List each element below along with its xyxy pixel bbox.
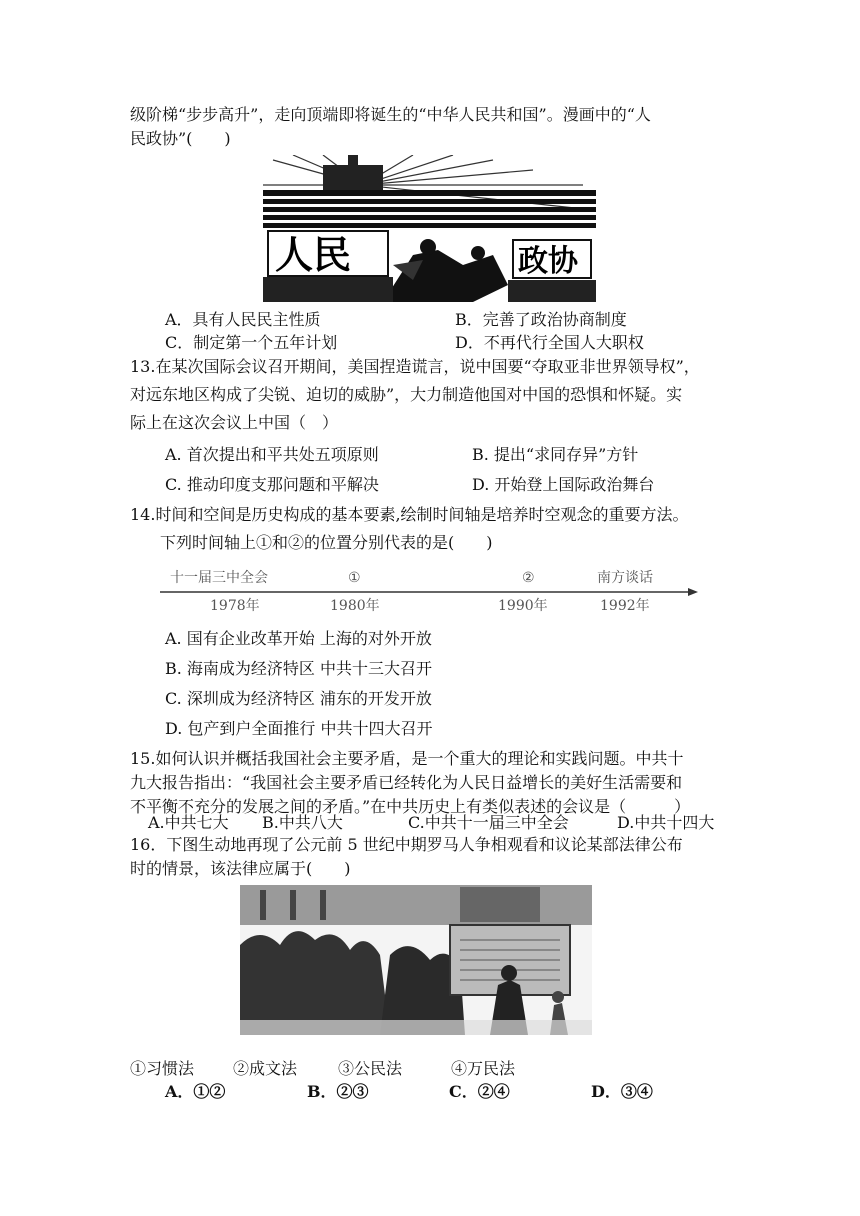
q14-option-c: C. 深圳成为经济特区 浦东的开发开放 (165, 689, 432, 708)
q16-item-4: ④万民法 (451, 1059, 516, 1078)
q15-option-a: A.中共七大 (148, 813, 229, 832)
q16-engraving (240, 885, 592, 1035)
q12-option-d: D．不再代行全国人大职权 (455, 333, 644, 352)
q12-option-b: B．完善了政治协商制度 (455, 310, 627, 329)
timeline-label-1978: 十一届三中全会 (170, 570, 268, 586)
q14-option-d: D. 包产到户全面推行 中共十四大召开 (165, 719, 433, 738)
q15-option-b: B.中共八大 (262, 813, 343, 832)
q12-option-a: A．具有人民民主性质 (165, 310, 321, 329)
q12-option-c: C．制定第一个五年计划 (165, 333, 338, 352)
q12-cartoon (263, 155, 596, 302)
q15-option-c: C.中共十一届三中全会 (408, 813, 569, 832)
q14-option-b: B. 海南成为经济特区 中共十三大召开 (165, 659, 433, 678)
cartoon-text-left: 人民 (275, 233, 352, 277)
q16-item-3: ③公民法 (338, 1059, 403, 1078)
q13-option-b: B. 提出“求同存异”方针 (472, 445, 639, 464)
q16-stem-line2: 时的情景，该法律应属于( ) (130, 859, 351, 878)
q13-option-a: A. 首次提出和平共处五项原则 (165, 445, 379, 464)
timeline-arrow (688, 588, 698, 596)
timeline-label-1992: 南方谈话 (597, 570, 653, 586)
timeline-year-1980: 1980年 (330, 598, 380, 614)
timeline-year-1978: 1978年 (210, 598, 260, 614)
q13-stem-line2: 对远东地区构成了尖锐、迫切的威胁”，大力制造他国对中国的恐惧和怀疑。实 (130, 385, 683, 404)
q13-option-c: C. 推动印度支那问题和平解决 (165, 475, 379, 494)
q15-option-d: D.中共十四大 (617, 813, 715, 832)
q14-timeline (160, 562, 700, 622)
q16-option-c: C．②④ (449, 1082, 510, 1101)
q13-stem-line1: 13.在某次国际会议召开期间，美国捏造谎言，说中国要“夺取亚非世界领导权”， (130, 357, 700, 376)
q15-stem-line1: 15.如何认识并概括我国社会主要矛盾，是一个重大的理论和实践问题。中共十 (130, 749, 684, 768)
timeline-year-1990: 1990年 (498, 598, 548, 614)
q12-stem-line2: 民政协”( ) (130, 129, 231, 148)
q16-item-1: ①习惯法 (130, 1059, 195, 1078)
q16-option-b: B．②③ (307, 1082, 369, 1101)
q12-stem-line1: 级阶梯“步步高升”，走向顶端即将诞生的“中华人民共和国”。漫画中的“人 (130, 105, 651, 124)
q16-option-a: A．①② (165, 1082, 226, 1101)
q15-stem-line2: 九大报告指出：“我国社会主要矛盾已经转化为人民日益增长的美好生活需要和 (130, 773, 683, 792)
q13-stem-line3: 际上在这次会议上中国（ ） (130, 413, 339, 432)
q16-item-2: ②成文法 (233, 1059, 298, 1078)
q16-stem-line1: 16．下图生动地再现了公元前 5 世纪中期罗马人争相观看和议论某部法律公布 (130, 835, 683, 854)
timeline-year-1992: 1992年 (600, 598, 650, 614)
q14-stem-line1: 14.时间和空间是历史构成的基本要素,绘制时间轴是培养时空观念的重要方法。 (130, 505, 689, 524)
q16-option-d: D．③④ (591, 1082, 653, 1101)
timeline-mark-2: ② (522, 570, 535, 586)
q14-stem-line2: 下列时间轴上①和②的位置分别代表的是( ) (160, 533, 493, 552)
timeline-mark-1: ① (348, 570, 361, 586)
q13-option-d: D. 开始登上国际政治舞台 (472, 475, 655, 494)
cartoon-text-right: 政协 (518, 244, 578, 279)
q14-option-a: A. 国有企业改革开始 上海的对外开放 (165, 629, 432, 648)
q15-stem-line3: 不平衡不充分的发展之间的矛盾。”在中共历史上有类似表述的会议是（ ） (130, 797, 691, 816)
